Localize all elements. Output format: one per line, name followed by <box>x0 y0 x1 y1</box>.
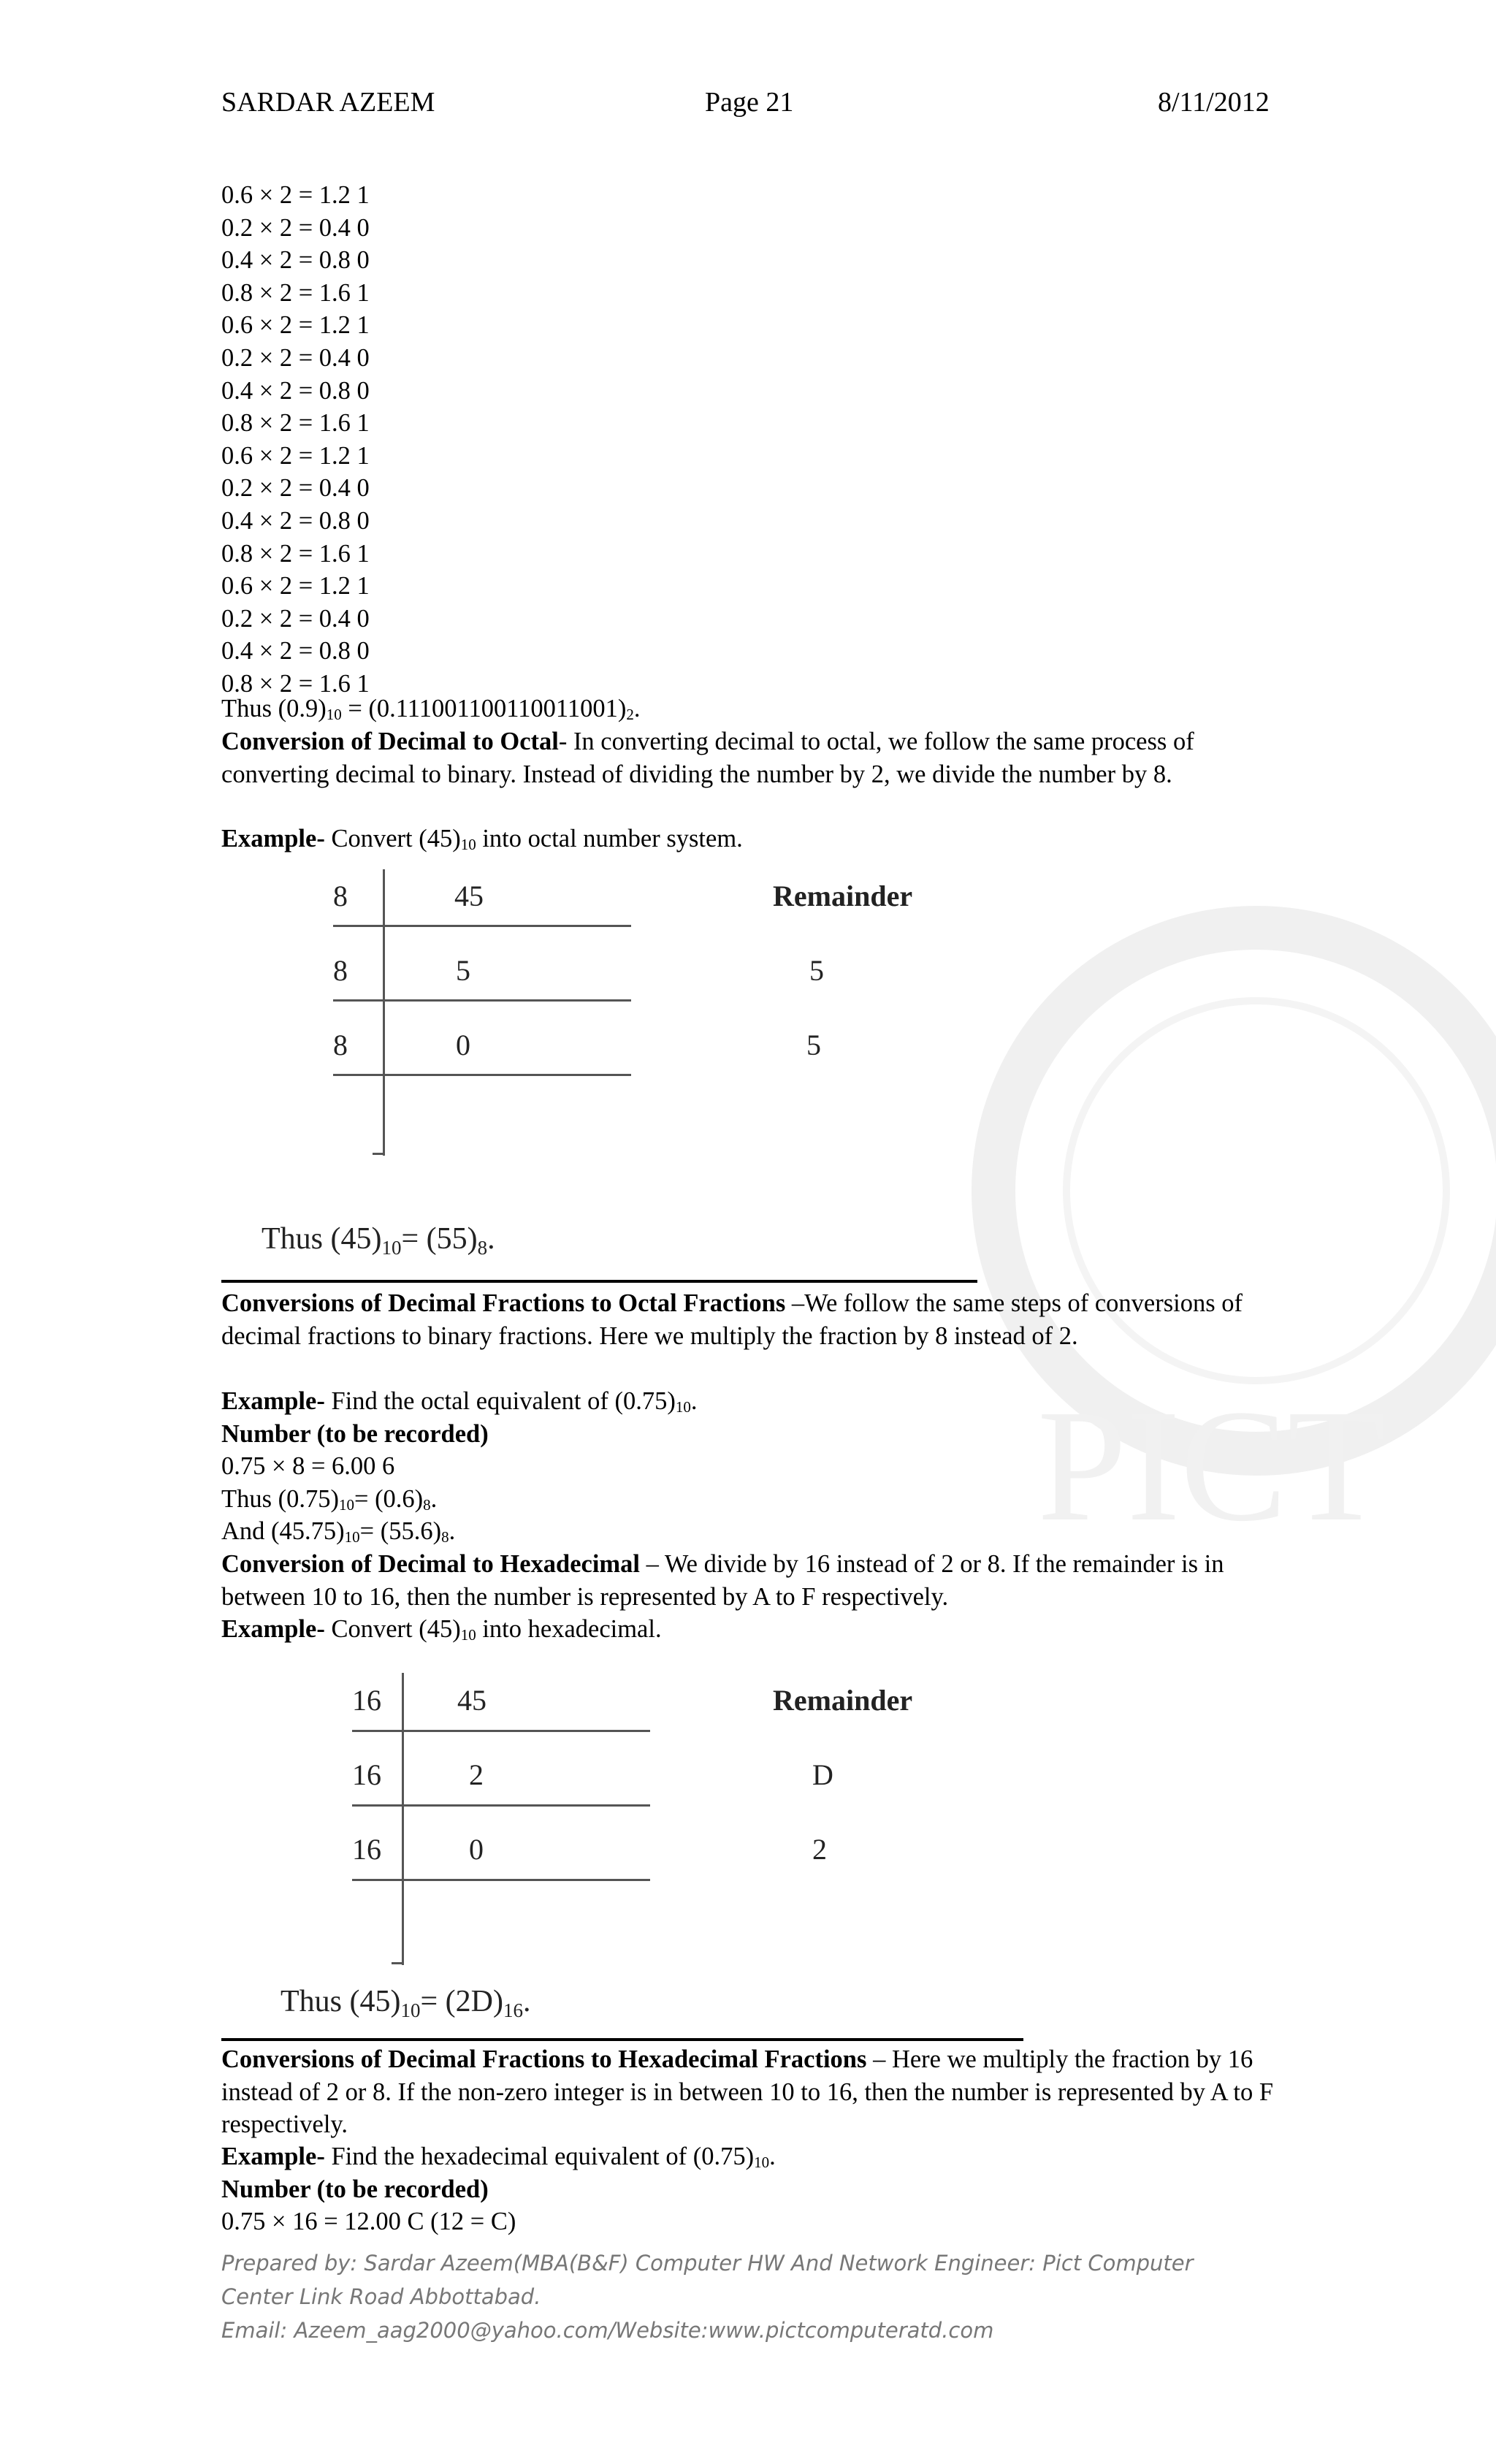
octal-divisor: 8 <box>333 954 348 987</box>
octal-dividend: 5 <box>456 954 470 987</box>
octal-heading: Conversion of Decimal to Octal <box>221 728 559 755</box>
multiplication-step: 0.8 × 2 = 1.6 1 <box>221 670 370 698</box>
octal-dividend: 45 <box>454 880 484 912</box>
octal-mixed-result: And $(45.75)_{10}= (55.6)_8$. <box>221 1517 456 1546</box>
hex-divisor: 16 <box>352 1684 381 1717</box>
hex-remainder: D <box>812 1758 833 1791</box>
footer-line-1: Prepared by: Sardar Azeem(MBA(B&F) Computer HW And Network Engineer: Pict Computer <box>221 2251 1194 2276</box>
octal-example-line: Example- Convert $(45)_{10}$ into octal number system. <box>221 825 743 853</box>
section-divider <box>221 2038 1023 2041</box>
multiplication-step: 0.2 × 2 = 0.4 0 <box>221 344 370 372</box>
multiplication-step: 0.8 × 2 = 1.6 1 <box>221 409 370 438</box>
hex-number-label: Number (to be recorded) <box>221 2175 489 2203</box>
binary-result-line: Thus $(0.9)_{10} = (0.111001100110011001)_2$. <box>221 695 641 723</box>
hex-dividend: 45 <box>457 1684 486 1717</box>
hex-remainder-header: Remainder <box>773 1684 913 1717</box>
hex-conversion-paragraph: Conversion of Decimal to Hexadecimal – We divide by 16 instead of 2 or 8. If the remainder is in between 10 to 16, then the number is represented by A to F respectively. <box>221 1550 1224 1611</box>
octal-divisor: 8 <box>333 880 348 912</box>
octal-remainder: 5 <box>809 954 824 987</box>
octal-fraction-heading: Conversions of Decimal Fractions to Octal Fractions <box>221 1289 786 1317</box>
hex-dividend: 0 <box>469 1833 484 1866</box>
octal-result-line: Thus $(45)_{10}= (55)_8$. <box>262 1222 495 1259</box>
octal-number-label: Number (to be recorded) <box>221 1420 489 1448</box>
multiplication-step: 0.2 × 2 = 0.4 0 <box>221 604 370 633</box>
multiplication-step: 0.4 × 2 = 0.8 0 <box>221 376 370 405</box>
hex-dividend: 2 <box>469 1758 484 1791</box>
section-divider <box>221 1280 977 1283</box>
multiplication-step: 0.4 × 2 = 0.8 0 <box>221 637 370 665</box>
multiplication-step: 0.6 × 2 = 1.2 1 <box>221 441 370 470</box>
octal-fraction-calc: 0.75 × 8 = 6.00 6 <box>221 1452 395 1480</box>
hex-fraction-example-line: Example- Find the hexadecimal equivalent of $(0.75)_{10}$. <box>221 2143 776 2171</box>
octal-fraction-result: Thus $(0.75)_{10}= (0.6)_8$. <box>221 1485 438 1514</box>
multiplication-step: 0.6 × 2 = 1.2 1 <box>221 311 370 340</box>
header-author: SARDAR AZEEM <box>221 87 435 118</box>
multiplication-step: 0.4 × 2 = 0.8 0 <box>221 507 370 535</box>
multiplication-step: 0.8 × 2 = 1.6 1 <box>221 539 370 568</box>
octal-remainder-header: Remainder <box>773 880 913 912</box>
octal-divisor: 8 <box>333 1029 348 1061</box>
multiplication-step: 0.6 × 2 = 1.2 1 <box>221 181 370 209</box>
multiplication-step: 0.8 × 2 = 1.6 1 <box>221 278 370 307</box>
footer-line-2: Center Link Road Abbottabad. <box>221 2284 541 2309</box>
multiplication-step: 0.2 × 2 = 0.4 0 <box>221 213 370 242</box>
footer-email-website[interactable]: Email: Azeem_aag2000@yahoo.com/Website:www.pictcomputeratd.com <box>221 2318 994 2343</box>
octal-fraction-example-line: Example- Find the octal equivalent of $(0.75)_{10}$. <box>221 1387 698 1416</box>
hex-remainder: 2 <box>812 1833 827 1866</box>
octal-fraction-paragraph: Conversions of Decimal Fractions to Octal Fractions –We follow the same steps of conversions of decimal fractions to binary fractions. Here we multiply the fraction by 8 instead of 2. <box>221 1289 1243 1350</box>
multiplication-step: 0.2 × 2 = 0.4 0 <box>221 474 370 503</box>
header-page-number: Page 21 <box>705 87 794 118</box>
hex-heading: Conversion of Decimal to Hexadecimal <box>221 1550 640 1578</box>
header-date: 8/11/2012 <box>1158 87 1270 118</box>
octal-conversion-paragraph: Conversion of Decimal to Octal- In converting decimal to octal, we follow the same process of converting decimal to binary. Instead of dividing the number by 2, we divide the number by 8. <box>221 728 1194 788</box>
hex-divisor: 16 <box>352 1833 381 1866</box>
hex-fraction-calc: 0.75 × 16 = 12.00 C (12 = C) <box>221 2208 516 2235</box>
multiplication-step: 0.4 × 2 = 0.8 0 <box>221 246 370 275</box>
svg-text:PICT: PICT <box>1037 1376 1386 1555</box>
multiplication-step: 0.6 × 2 = 1.2 1 <box>221 572 370 600</box>
hex-divisor: 16 <box>352 1758 381 1791</box>
hex-fraction-paragraph: Conversions of Decimal Fractions to Hexadecimal Fractions – Here we multiply the fraction by 16 instead of 2 or 8. If the non-zero integer is in between 10 to 16, then the number is represented by A to F respectively. <box>221 2045 1274 2139</box>
octal-remainder: 5 <box>806 1029 821 1061</box>
hex-example-line: Example- Convert $(45)_{10}$ into hexadecimal. <box>221 1615 662 1644</box>
octal-dividend: 0 <box>456 1029 470 1061</box>
hex-fraction-heading: Conversions of Decimal Fractions to Hexadecimal Fractions <box>221 2045 867 2073</box>
hex-result-line: Thus $(45)_{10}= (2D)_{16}$. <box>280 1985 531 2021</box>
